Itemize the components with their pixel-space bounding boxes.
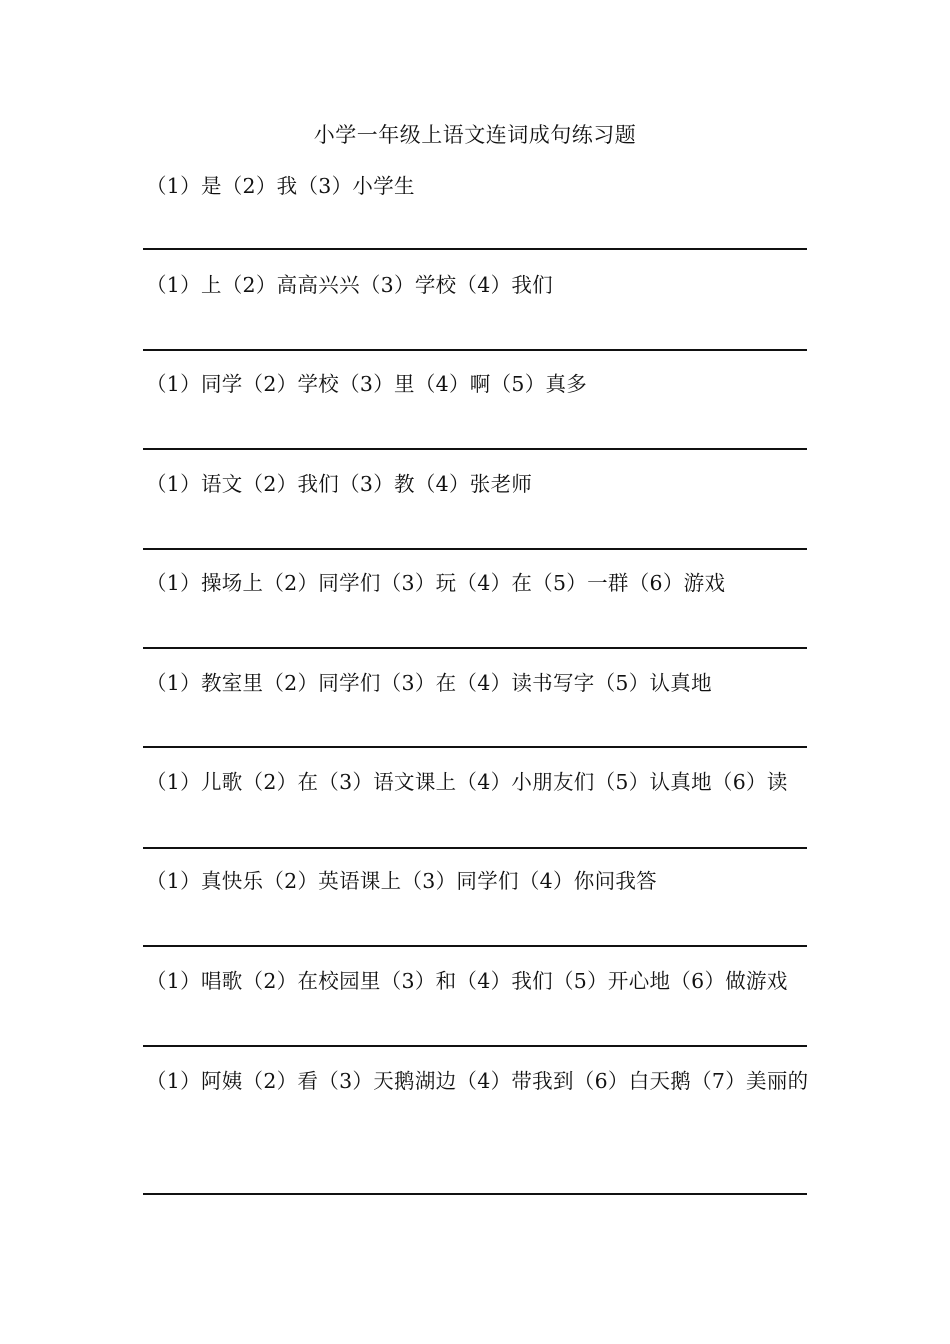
exercise-6-answer-line[interactable] xyxy=(143,746,807,748)
exercise-2-text: （1）上（2）高高兴兴（3）学校（4）我们 xyxy=(146,273,553,297)
exercise-10-text: （1）阿姨（2）看（3）天鹅湖边（4）带我到（6）白天鹅（7）美丽的 xyxy=(146,1069,809,1093)
exercise-3-text: （1）同学（2）学校（3）里（4）啊（5）真多 xyxy=(146,372,588,396)
exercise-9-text: （1）唱歌（2）在校园里（3）和（4）我们（5）开心地（6）做游戏 xyxy=(146,969,788,993)
exercise-1-answer-line[interactable] xyxy=(143,248,807,250)
exercise-7-text: （1）儿歌（2）在（3）语文课上（4）小朋友们（5）认真地（6）读 xyxy=(146,770,788,794)
exercise-8-text: （1）真快乐（2）英语课上（3）同学们（4）你问我答 xyxy=(146,869,657,893)
worksheet-title: 小学一年级上语文连词成句练习题 xyxy=(313,123,637,147)
exercise-6-text: （1）教室里（2）同学们（3）在（4）读书写字（5）认真地 xyxy=(146,671,712,695)
exercise-1-text: （1）是（2）我（3）小学生 xyxy=(146,174,415,198)
exercise-7-answer-line[interactable] xyxy=(143,847,807,849)
exercise-4-text: （1）语文（2）我们（3）教（4）张老师 xyxy=(146,472,533,496)
exercise-5-answer-line[interactable] xyxy=(143,647,807,649)
exercise-2-answer-line[interactable] xyxy=(143,349,807,351)
exercise-8-answer-line[interactable] xyxy=(143,945,807,947)
exercise-5-text: （1）操场上（2）同学们（3）玩（4）在（5）一群（6）游戏 xyxy=(146,571,726,595)
exercise-3-answer-line[interactable] xyxy=(143,448,807,450)
exercise-4-answer-line[interactable] xyxy=(143,548,807,550)
exercise-9-answer-line[interactable] xyxy=(143,1045,807,1047)
exercise-10-answer-line[interactable] xyxy=(143,1193,807,1195)
